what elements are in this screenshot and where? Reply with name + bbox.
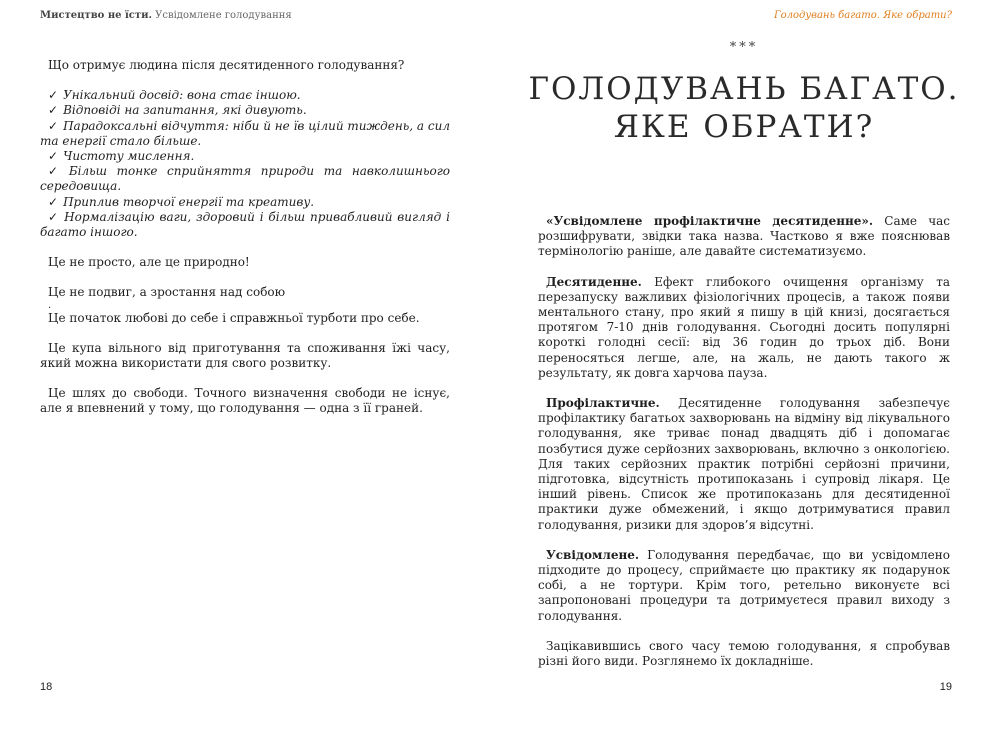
- right-body-text: [538, 214, 950, 669]
- book-subtitle: Усвідомлене голодування: [155, 10, 292, 21]
- list-item: [40, 119, 450, 149]
- list-item-text: Нормалізацію ваги, здоровий і більш привабливий вигляд і багато іншого.: [40, 209, 451, 240]
- check-icon: ✓: [48, 209, 60, 224]
- list-item-text: Чистоту мислення.: [63, 149, 195, 164]
- benefits-list: [40, 88, 450, 240]
- paragraph: Зацікавившись свого часу темою голодування, я спробував різні його види. Розглянемо їх докладніше.: [538, 638, 950, 669]
- list-item-text: Унікальний досвід: вона стає іншою.: [63, 88, 301, 103]
- term-text: Ефект глибокого очищення організму та перезапуску важливих фізіологічних процесів, а також появи ментального стану, про який я пишу в цій книзі, досягається протягом 7-10 днів голодування. Сьогодні досить популярні короткі голодні сесії: від 36 годин до трьох діб. Вони переносяться легше, але, на жаль, не дають такого ж результату, як довга харчова пауза.: [538, 274, 950, 380]
- paragraph: [538, 214, 950, 260]
- list-item: [40, 103, 450, 118]
- chapter-title-line: ГОЛОДУВАНЬ БАГАТО.: [528, 71, 960, 107]
- chapter-title: [496, 70, 992, 146]
- list-item: [40, 88, 450, 103]
- check-icon: ✓: [48, 88, 59, 103]
- paragraph: Це не подвиг, а зростання над собою: [48, 285, 286, 300]
- list-item-text: Більш тонке сприйняття природи та навколишнього середовища.: [40, 164, 450, 194]
- term-bold: «Усвідомлене профілактичне десятиденне».: [546, 214, 874, 228]
- running-header-right: Голодувань багато. Яке обрати?: [773, 10, 952, 21]
- check-icon: ✓: [48, 149, 59, 164]
- term-text: Десятиденне голодування забезпечує профілактику багатьох захворювань на відміну від лікувального голодування, яке триває понад двадцять діб і допомагає позбутися дуже серйозних захворювань, включно з онкологією. Для таких серйозних практик потрібні серйозні причини, підготовка, відсутність протипоказань і супровід лікаря. Це інший рівень. Список же протипоказань для десятиденної практики дуже обмежений, і якщо дотримуватися правил голодування, ризики для здоров’я відсутні.: [538, 396, 950, 532]
- running-header-left: [40, 10, 292, 21]
- list-item-text: Відповіді на запитання, які дивують.: [63, 103, 307, 118]
- chapter-title-line: ЯКЕ ОБРАТИ?: [613, 109, 875, 145]
- list-item-text: Парадоксальні відчуття: ніби й не їв цілий тиждень, а сил та енергії стало більше.: [40, 118, 450, 148]
- stray-dot: .: [48, 299, 52, 311]
- list-item-text: Приплив творчої енергії та креативу.: [63, 194, 315, 209]
- list-item: [40, 164, 450, 194]
- list-item: [40, 149, 450, 164]
- check-icon: ✓: [48, 103, 59, 118]
- list-item: [40, 210, 450, 240]
- paragraph: [538, 275, 950, 381]
- paragraph: [538, 548, 950, 624]
- paragraph: Це купа вільного від приготування та споживання їжі часу, який можна використати для свого розвитку.: [40, 340, 450, 371]
- section-separator: ***: [729, 40, 759, 55]
- intro-question: Що отримує людина після десятиденного голодування?: [48, 58, 405, 72]
- term-bold: Десятиденне.: [546, 274, 642, 289]
- term-text: Саме час розшифрувати, звідки така назва. Частково я вже пояснював термінологію раніше, але давайте систематизуємо.: [538, 214, 950, 259]
- paragraph: Це шлях до свободи. Точного визначення свободи не існує, але я впевнений у тому, що голодування — одна з її граней.: [40, 386, 450, 416]
- left-body-text: [40, 58, 450, 417]
- list-item: [40, 195, 450, 210]
- paragraph: Це початок любові до себе і справжньої турботи про себе.: [48, 310, 420, 325]
- term-bold: Профілактичне.: [546, 396, 660, 411]
- term-text: Голодування передбачає, що ви усвідомлено підходите до процесу, сприймаєте цю практику як подарунок собі, а не тортури. Крім того, ретельно виконуєте всі запропоновані процедури та дотримуєтеся правил виходу з голодування.: [538, 547, 950, 623]
- paragraph: Це не просто, але це природно!: [48, 255, 250, 270]
- page-number-left: 18: [40, 681, 53, 693]
- right-page: [496, 0, 992, 737]
- paragraph: [538, 396, 950, 533]
- book-title: Мистецтво не їсти.: [40, 10, 152, 21]
- check-icon: ✓: [48, 118, 59, 133]
- check-icon: ✓: [48, 194, 59, 209]
- check-icon: ✓: [48, 164, 64, 179]
- page-number-right: 19: [939, 681, 952, 693]
- term-bold: Усвідомлене.: [546, 547, 640, 562]
